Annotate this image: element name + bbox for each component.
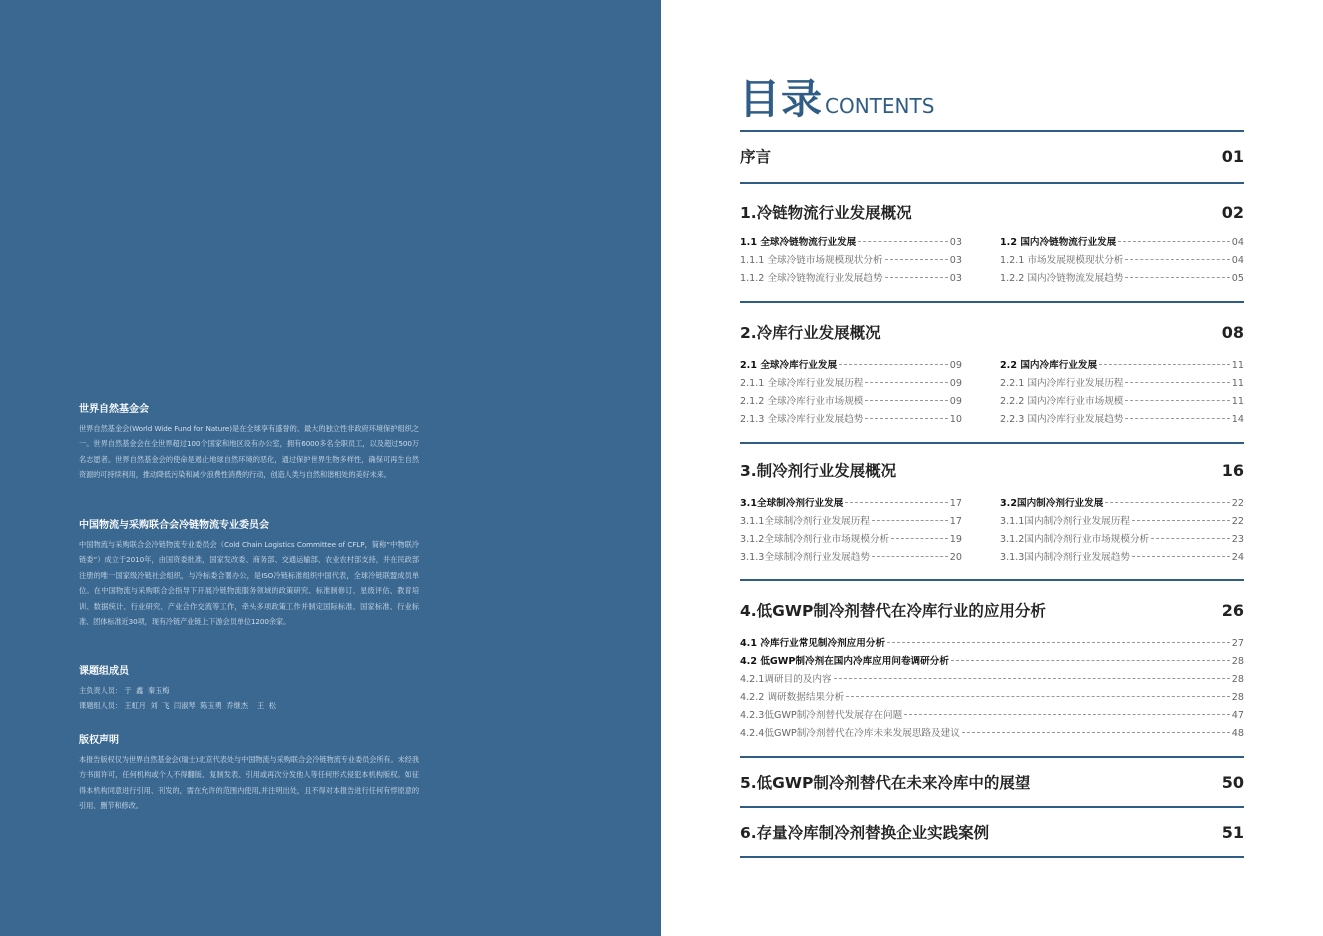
cflp-title: 中国物流与采购联合会冷链物流专业委员会 [79, 520, 269, 531]
entry-page: 23 [1231, 534, 1244, 545]
toc-entry[interactable] [1000, 513, 1244, 531]
leader-dots [1125, 418, 1229, 419]
toc-entry[interactable] [740, 375, 962, 393]
section-3-right [1000, 495, 1244, 567]
divider [740, 579, 1244, 581]
entry-text: 1.2.2 国内冷链物流发展趋势 [1000, 273, 1124, 284]
entry-text: 3.1全球制冷剂行业发展 [740, 498, 844, 509]
section-title: 2.冷库行业发展概况 [740, 324, 881, 342]
entry-text: 2.2.3 国内冷库行业发展趋势 [1000, 414, 1124, 425]
section-4-entries [740, 635, 1244, 743]
section-title: 4.低GWP制冷剂替代在冷库行业的应用分析 [740, 602, 1046, 620]
leader-dots [1151, 538, 1230, 539]
section-title: 1.冷链物流行业发展概况 [740, 204, 912, 222]
section-page: 16 [1221, 460, 1244, 480]
toc-entry[interactable] [1000, 549, 1244, 567]
wwf-info [79, 403, 419, 483]
entry-text: 1.1.1 全球冷链市场规模现状分析 [740, 255, 883, 266]
toc-section-5[interactable] [740, 769, 1244, 795]
toc-entry[interactable] [740, 234, 962, 252]
entry-text: 4.2.2 调研数据结果分析 [740, 692, 845, 703]
toc-panel [661, 0, 1323, 936]
leader-dots [846, 696, 1230, 697]
leader-dots [839, 364, 948, 365]
toc-entry[interactable] [1000, 495, 1244, 513]
entry-text: 4.1 冷库行业常见制冷剂应用分析 [740, 638, 886, 649]
toc-heading-zh: 目录 [739, 75, 823, 123]
leader-dots [865, 400, 947, 401]
entry-text: 3.1.3全球制冷剂行业发展趋势 [740, 552, 870, 563]
toc-entry[interactable] [740, 671, 1244, 689]
entry-page: 11 [1231, 396, 1244, 407]
leader-dots [1125, 400, 1229, 401]
entry-page: 04 [1231, 237, 1244, 248]
toc-section-1[interactable] [740, 200, 1244, 224]
entry-text: 3.1.1国内制冷剂行业发展历程 [1000, 516, 1130, 527]
toc-entry[interactable] [1000, 234, 1244, 252]
entry-page: 27 [1231, 638, 1244, 649]
divider [740, 301, 1244, 303]
entry-page: 03 [949, 255, 962, 266]
team-info [79, 665, 419, 713]
toc-entry[interactable] [740, 270, 962, 288]
entry-page: 11 [1231, 360, 1244, 371]
entry-page: 03 [949, 237, 962, 248]
leader-dots [1099, 364, 1230, 365]
leader-dots [872, 520, 948, 521]
toc-heading [739, 66, 934, 125]
toc-entry[interactable] [1000, 531, 1244, 549]
left-info-panel [0, 0, 661, 936]
cflp-text: 中国物流与采购联合会冷链物流专业委员会（Cold Chain Logistics Committee of CFLP，简称“中物联冷链委”）成立于2010年，由国资委批准，国家发改委、商务部、交通运输部、农业农村部支持，并在民政部注册的唯一国家级冷链社会组织，与冷标委合署办公，是ISO冷链标准组织中国代表，全球冷链联盟成员单位。在中国物流与采购联合会指导下开展冷链物流服务领域的政策研究、标准制修订、星级评估、教育培训、数据统计、行业研究、产业合作交流等工作，牵头多项政策工作并制定国际标准、国家标准、行业标准、团体标准近30项，现有冷链产业链上下游会员单位1200余家。 [79, 540, 419, 627]
section-page: 02 [1221, 202, 1244, 222]
section-page: 26 [1221, 600, 1244, 620]
entry-page: 28 [1231, 692, 1244, 703]
toc-entry[interactable] [740, 707, 1244, 725]
section-1-left [740, 234, 962, 288]
entry-text: 2.2.2 国内冷库行业市场规模 [1000, 396, 1124, 407]
toc-preface[interactable] [740, 144, 1244, 168]
entry-page: 11 [1231, 378, 1244, 389]
section-title: 序言 [740, 148, 772, 166]
section-page: 50 [1221, 772, 1244, 792]
leader-dots [872, 556, 948, 557]
section-3-left [740, 495, 962, 567]
toc-entry[interactable] [1000, 411, 1244, 429]
leader-dots [885, 259, 948, 260]
entry-text: 2.2 国内冷库行业发展 [1000, 360, 1098, 371]
toc-entry[interactable] [740, 252, 962, 270]
section-1-right [1000, 234, 1244, 288]
entry-page: 09 [949, 378, 962, 389]
divider [740, 756, 1244, 758]
section-page: 08 [1221, 322, 1244, 342]
entry-page: 24 [1231, 552, 1244, 563]
divider [740, 856, 1244, 858]
toc-entry[interactable] [740, 725, 1244, 743]
toc-entry[interactable] [1000, 357, 1244, 375]
team-title: 课题组成员 [79, 666, 129, 677]
entry-page: 14 [1231, 414, 1244, 425]
entry-page: 09 [949, 396, 962, 407]
toc-entry[interactable] [1000, 375, 1244, 393]
leader-dots [865, 418, 947, 419]
toc-section-2[interactable] [740, 320, 1244, 344]
toc-entry[interactable] [740, 689, 1244, 707]
leader-dots [891, 538, 948, 539]
entry-text: 3.2国内制冷剂行业发展 [1000, 498, 1104, 509]
leader-dots [1105, 502, 1229, 503]
toc-section-4[interactable] [740, 598, 1244, 622]
entry-page: 09 [949, 360, 962, 371]
entry-text: 2.1.1 全球冷库行业发展历程 [740, 378, 864, 389]
leader-dots [1132, 520, 1230, 521]
entry-page: 28 [1231, 674, 1244, 685]
toc-entry[interactable] [740, 531, 962, 549]
divider [740, 130, 1244, 132]
toc-entry[interactable] [1000, 393, 1244, 411]
divider [740, 806, 1244, 808]
section-page: 01 [1221, 146, 1244, 166]
team-members: 课题组人员： 王虹月 刘 飞 闫淑琴 陈玉勇 乔继杰 王 松 [79, 701, 276, 710]
entry-page: 04 [1231, 255, 1244, 266]
entry-page: 22 [1231, 498, 1244, 509]
entry-page: 48 [1231, 728, 1244, 739]
copyright-title: 版权声明 [79, 735, 119, 746]
entry-page: 17 [949, 498, 962, 509]
toc-entry[interactable] [740, 357, 962, 375]
toc-entry[interactable] [740, 393, 962, 411]
section-2-left [740, 357, 962, 429]
toc-section-3[interactable] [740, 458, 1244, 482]
leader-dots [834, 678, 1230, 679]
leader-dots [962, 732, 1230, 733]
section-2-entries [740, 357, 1244, 429]
section-3-entries [740, 495, 1244, 567]
leader-dots [1125, 277, 1229, 278]
entry-text: 1.1.2 全球冷链物流行业发展趋势 [740, 273, 883, 284]
section-1-entries [740, 234, 1244, 288]
entry-text: 4.2.3低GWP制冷剂替代发展存在问题 [740, 710, 903, 721]
leader-dots [1118, 241, 1230, 242]
entry-page: 03 [949, 273, 962, 284]
divider [740, 182, 1244, 184]
toc-entry[interactable] [740, 495, 962, 513]
entry-text: 1.2 国内冷链物流行业发展 [1000, 237, 1117, 248]
section-2-right [1000, 357, 1244, 429]
section-title: 6.存量冷库制冷剂替换企业实践案例 [740, 824, 990, 842]
toc-entry[interactable] [740, 513, 962, 531]
toc-section-6[interactable] [740, 819, 1244, 845]
leader-dots [951, 660, 1230, 661]
entry-page: 28 [1231, 656, 1244, 667]
leader-dots [885, 277, 948, 278]
entry-text: 1.2.1 市场发展规模现状分析 [1000, 255, 1124, 266]
leader-dots [887, 642, 1230, 643]
entry-page: 05 [1231, 273, 1244, 284]
entry-text: 3.1.2国内制冷剂行业市场规模分析 [1000, 534, 1150, 545]
entry-text: 3.1.3国内制冷剂行业发展趋势 [1000, 552, 1130, 563]
section-title: 3.制冷剂行业发展概况 [740, 462, 897, 480]
toc-entry[interactable] [740, 635, 1244, 653]
entry-text: 1.1 全球冷链物流行业发展 [740, 237, 857, 248]
copyright-info [79, 734, 419, 814]
entry-text: 4.2 低GWP制冷剂在国内冷库应用问卷调研分析 [740, 656, 949, 667]
leader-dots [845, 502, 947, 503]
entry-page: 20 [949, 552, 962, 563]
cflp-info [79, 519, 419, 629]
toc-heading-en: CONTENTS [825, 94, 935, 118]
entry-text: 4.2.4低GWP制冷剂替代在冷库未来发展思路及建议 [740, 728, 960, 739]
team-leaders: 主负责人员： 于 鑫 秦玉梅 [79, 686, 170, 695]
toc-entry[interactable] [740, 653, 1244, 671]
section-title: 5.低GWP制冷剂替代在未来冷库中的展望 [740, 774, 1031, 792]
entry-page: 17 [949, 516, 962, 527]
wwf-title: 世界自然基金会 [79, 404, 149, 415]
leader-dots [865, 382, 947, 383]
section-page: 51 [1221, 822, 1244, 842]
leader-dots [904, 714, 1230, 715]
entry-page: 47 [1231, 710, 1244, 721]
entry-text: 3.1.2全球制冷剂行业市场规模分析 [740, 534, 890, 545]
copyright-text: 本报告版权仅为世界自然基金会(瑞士)北京代表处与中国物流与采购联合会冷链物流专业委员会所有。未经我方书面许可，任何机构或个人不得翻版、复制发表、引用或再次分发他人等任何形式侵犯本机构版权。如征得本机构同意进行引用、刊发的，需在允许的范围内使用,并注明出处，且不得对本报告进行任何有悖原意的引用、删节和修改。 [79, 755, 419, 811]
toc-entry[interactable] [740, 549, 962, 567]
entry-text: 2.1.2 全球冷库行业市场规模 [740, 396, 864, 407]
toc-entry[interactable] [740, 411, 962, 429]
entry-page: 19 [949, 534, 962, 545]
entry-text: 3.1.1全球制冷剂行业发展历程 [740, 516, 870, 527]
toc-entry[interactable] [1000, 270, 1244, 288]
toc-entry[interactable] [1000, 252, 1244, 270]
leader-dots [858, 241, 948, 242]
entry-page: 10 [949, 414, 962, 425]
divider [740, 442, 1244, 444]
entry-text: 2.2.1 国内冷库行业发展历程 [1000, 378, 1124, 389]
entry-text: 4.2.1调研目的及内容 [740, 674, 832, 685]
leader-dots [1125, 259, 1229, 260]
entry-text: 2.1 全球冷库行业发展 [740, 360, 838, 371]
leader-dots [1132, 556, 1230, 557]
entry-text: 2.1.3 全球冷库行业发展趋势 [740, 414, 864, 425]
wwf-text: 世界自然基金会(World Wide Fund for Nature)是在全球享有盛誉的、最大的独立性非政府环境保护组织之一。世界自然基金会在全世界超过100个国家和地区设有办公室，拥有6000多名全职员工，以及超过500万名志愿者。世界自然基金会的使命是遏止地球自然环境的恶化，通过保护世界生物多样性，确保可再生自然资源的可持续利用，推动降低污染和减少浪费性消费的行动，创造人类与自然和谐相处的美好未来。 [79, 424, 419, 480]
entry-page: 22 [1231, 516, 1244, 527]
leader-dots [1125, 382, 1229, 383]
